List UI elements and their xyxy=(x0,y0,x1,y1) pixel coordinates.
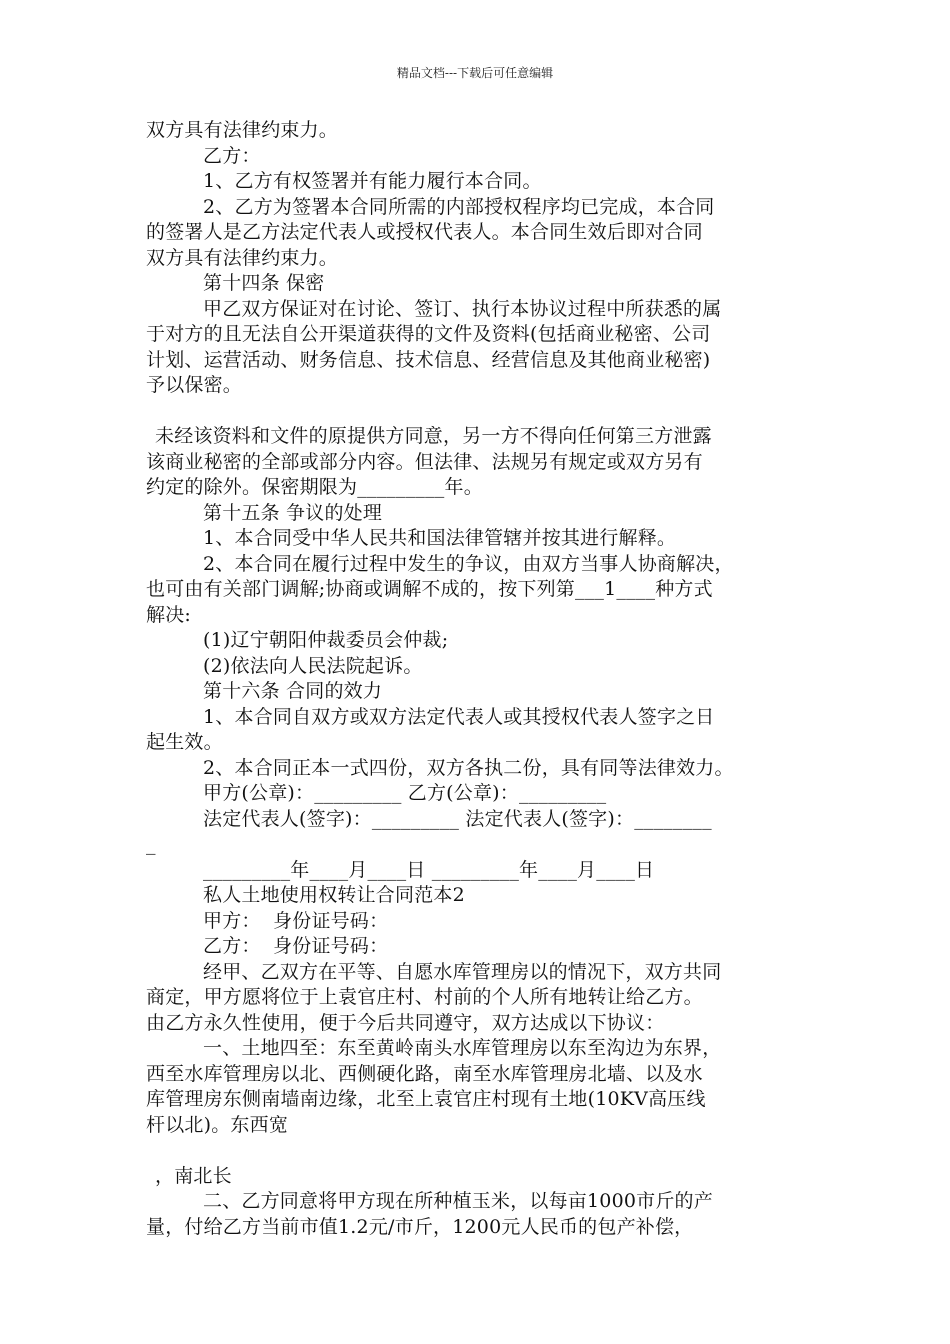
text-line: (2)依法向人民法院起诉。 xyxy=(203,654,423,677)
text-line: 第十五条 争议的处理 xyxy=(203,501,383,524)
text-line: 西至水库管理房以北、西侧硬化路，南至水库管理房北墙、以及水 xyxy=(146,1062,703,1085)
blank-line xyxy=(146,399,810,425)
text-line: 量，付给乙方当前市值1.2元/市斤，1200元人民币的包产补偿， xyxy=(146,1215,694,1238)
text-line: _________年____月____日 _________年____月____日 xyxy=(203,858,655,881)
text-line: 第十四条 保密 xyxy=(203,272,325,294)
page-header: 精品文档---下载后可任意编辑 xyxy=(396,66,554,80)
text-line: 乙方： 身份证号码： xyxy=(203,935,389,957)
text-line: 该商业秘密的全部或部分内容。但法律、法规另有规定或双方另有 xyxy=(146,450,703,473)
text-line: 1、本合同受中华人民共和国法律管辖并按其进行解释。 xyxy=(203,527,677,549)
text-line: 由乙方永久性使用，便于今后共同遵守，双方达成以下协议： xyxy=(146,1011,665,1034)
text-line: 商定，甲方愿将位于上袁官庄村、村前的个人所有地转让给乙方。 xyxy=(146,986,703,1008)
text-line: 2、乙方为签署本合同所需的内部授权程序均已完成，本合同 xyxy=(203,195,715,218)
text-line: 1、乙方有权签署并有能力履行本合同。 xyxy=(203,170,542,192)
text-line: 起生效。 xyxy=(146,731,223,753)
text-line: 1、本合同自双方或双方法定代表人或其授权代表人签字之日 xyxy=(203,705,715,728)
text-line: 于对方的且无法自公开渠道获得的文件及资料(包括商业秘密、公司 xyxy=(146,323,711,345)
text-line: 甲方(公章)：_________ 乙方(公章)：_________ xyxy=(203,782,607,804)
text-line: 乙方： xyxy=(203,144,261,167)
text-line: 甲乙双方保证对在讨论、签订、执行本协议过程中所获悉的属 xyxy=(203,297,722,320)
text-line: 约定的除外。保密期限为_________年。 xyxy=(146,476,483,498)
text-line: 2、本合同在履行过程中发生的争议，由双方当事人协商解决， xyxy=(203,552,734,575)
text-line: 未经该资料和文件的原提供方同意，另一方不得向任何第三方泄露 xyxy=(155,425,712,447)
text-line: (1)辽宁朝阳仲裁委员会仲裁; xyxy=(203,629,449,651)
blank-line xyxy=(146,1138,810,1164)
text-line: 二、乙方同意将甲方现在所种植玉米，以每亩1000市斤的产 xyxy=(203,1190,713,1212)
text-line: 经甲、乙双方在平等、自愿水库管理房以的情况下，双方共同 xyxy=(203,960,722,983)
document-body xyxy=(146,118,810,1240)
text-line: 第十六条 合同的效力 xyxy=(203,680,383,702)
text-line: 法定代表人(签字)：_________ 法定代表人(签字)：________ xyxy=(203,807,712,830)
text-line: 杆以北)。东西宽 xyxy=(146,1113,289,1136)
text-line: 予以保密。 xyxy=(146,374,243,396)
text-line: 也可由有关部门调解;协商或调解不成的，按下列第___1____种方式 xyxy=(146,578,713,600)
text-line: _ xyxy=(146,833,156,855)
text-line: 库管理房东侧南墙南边缘，北至上袁官庄村现有土地(10KV高压线 xyxy=(146,1088,706,1110)
text-line: 双方具有法律约束力。 xyxy=(146,246,339,269)
text-line: 双方具有法律约束力。 xyxy=(146,119,339,141)
text-line: ，南北长 xyxy=(155,1164,232,1187)
text-line: 私人土地使用权转让合同范本2 xyxy=(203,884,465,906)
text-line: 计划、运营活动、财务信息、技术信息、经营信息及其他商业秘密) xyxy=(146,348,711,371)
text-line: 一、土地四至：东至黄岭南头水库管理房以东至沟边为东界， xyxy=(203,1037,722,1059)
text-line: 甲方： 身份证号码： xyxy=(203,909,389,932)
text-line: 2、本合同正本一式四份，双方各执二份，具有同等法律效力。 xyxy=(203,756,734,779)
text-line: 的签署人是乙方法定代表人或授权代表人。本合同生效后即对合同 xyxy=(146,221,703,243)
text-line: 解决: xyxy=(146,603,192,626)
